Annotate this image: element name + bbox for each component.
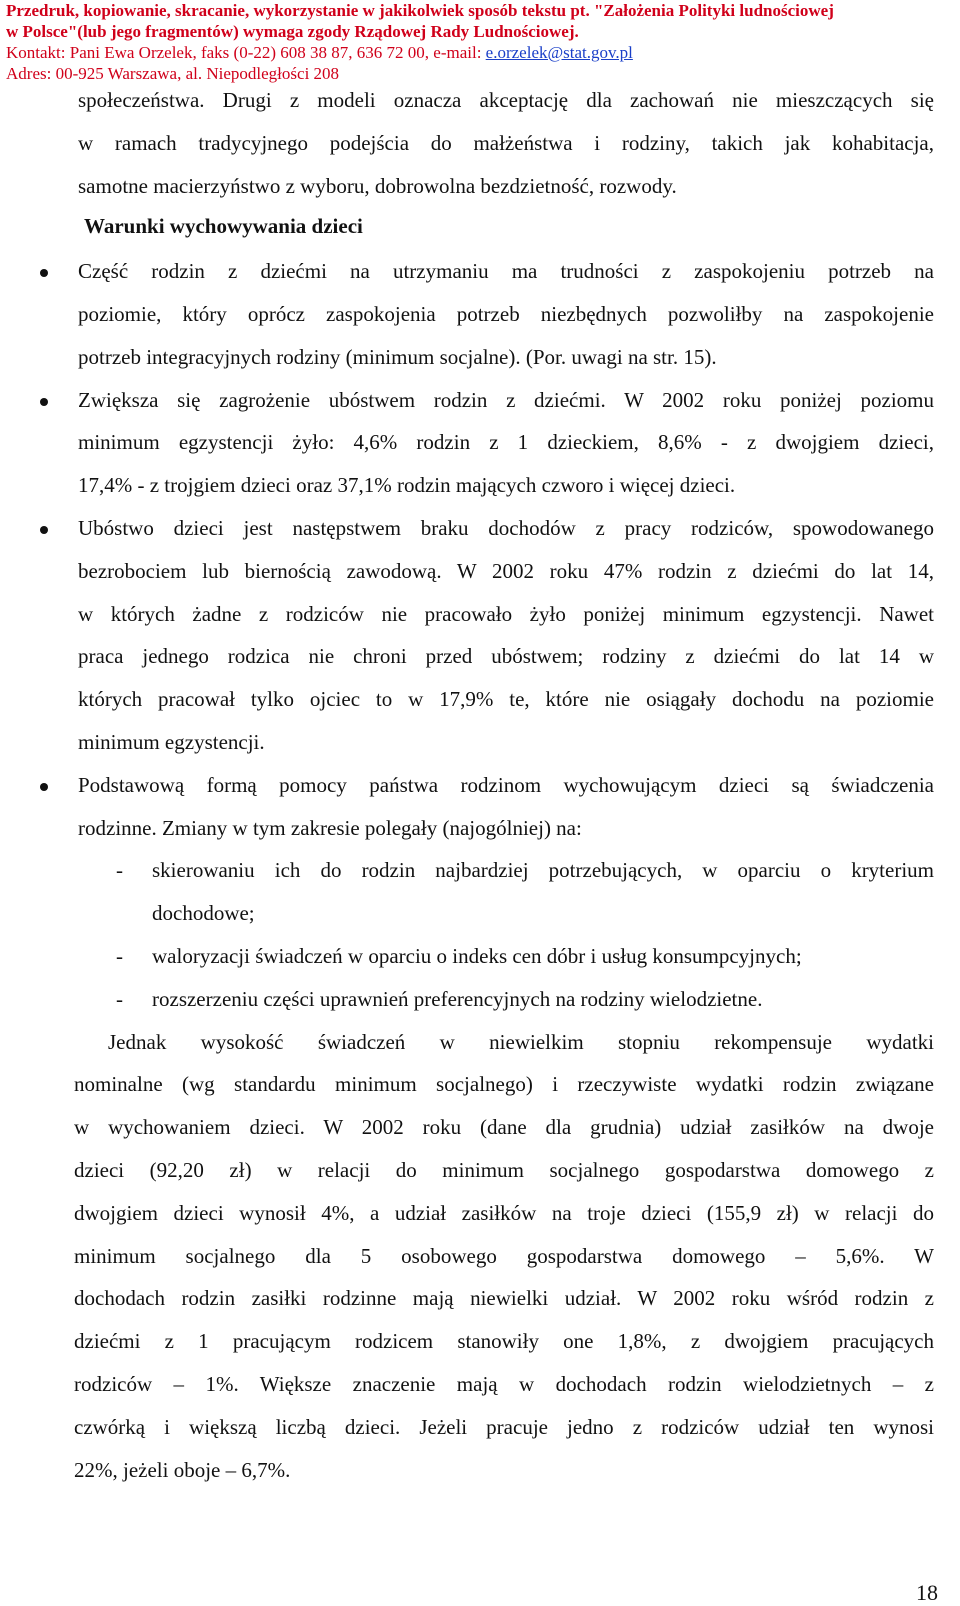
bullet-text-line: 17,4% - z trojgiem dzieci oraz 37,1% rodzin mających czworo i więcej dzieci. [78,473,736,498]
bullet-text-line: których pracował tylko ojciec to w 17,9% te, które nie osiągały dochodu na poziomie [78,687,934,712]
bullet-text-line: Część rodzin z dziećmi na utrzymaniu ma trudności z zaspokojeniu potrzeb na [78,259,934,284]
bullet-text-line: Podstawową formą pomocy państwa rodzinom wychowującym dzieci są świadczenia [78,772,934,797]
bullet-icon [40,269,48,277]
header-line-2: w Polsce"(lub jego fragmentów) wymaga zgody Rządowej Rady Ludnościowej. [6,22,579,41]
dash-marker: - [116,986,123,1011]
bullet-text-line: poziomie, który oprócz zaspokojenia potrzeb niezbędnych pozwoliłby na zaspokojenie [78,302,934,326]
paragraph-line: nominalne (wg standardu minimum socjalnego) i rzeczywiste wydatki rodzin związane [74,1072,934,1097]
bullet-text-line: w których żadne z rodziców nie pracowało żyło poniżej minimum egzystencji. Nawet [78,601,934,626]
email-link[interactable]: e.orzelek@stat.gov.pl [485,43,633,62]
bullet-icon [40,526,48,534]
page-number: 18 [916,1580,938,1605]
bullet-text-line: Zwiększa się zagrożenie ubóstwem rodzin z dziećmi. W 2002 roku poniżej poziomu [78,387,934,412]
paragraph-line: dwojgiem dzieci wynosił 4%, a udział zasiłków na troje dzieci (155,9 zł) w relacji do [74,1200,934,1225]
dash-item-line: skierowaniu ich do rodzin najbardziej potrzebujących, w oparciu o kryterium [152,858,934,883]
text-line: społeczeństwa. Drugi z modeli oznacza akceptację dla zachowań nie mieszczących się [78,88,934,112]
paragraph-line: rodziców – 1%. Większe znaczenie mają w dochodach rodzin wielodzietnych – z [74,1372,934,1396]
bullet-text-line: Ubóstwo dzieci jest następstwem braku dochodów z pracy rodziców, spowodowanego [78,516,934,540]
text-line: samotne macierzyństwo z wyboru, dobrowolna bezdzietność, rozwody. [78,173,677,198]
paragraph-line: minimum socjalnego dla 5 osobowego gospodarstwa domowego – 5,6%. W [74,1243,934,1268]
bullet-icon [40,783,48,791]
bullet-text-line: minimum egzystencji. [78,730,265,754]
header-line-4: Adres: 00-925 Warszawa, al. Niepodległości 208 [6,64,340,83]
copyright-header [0,0,960,84]
bullet-text-line: bezrobociem lub biernością zawodową. W 2002 roku 47% rodzin z dziećmi do lat 14, [78,558,934,583]
paragraph-line: dochodach rodzin zasiłki rodzinne mają niewielki udział. W 2002 roku wśród rodzin z [74,1286,934,1311]
paragraph-line: dziećmi z 1 pracującym rodzicem stanowiły one 1,8%, z dwojgiem pracujących [74,1329,934,1354]
bullet-icon [40,398,48,406]
bullet-text-line: rodzinne. Zmiany w tym zakresie polegały (najogólniej) na: [78,815,582,840]
bullet-text-line: potrzeb integracyjnych rodziny (minimum socjalne). (Por. uwagi na str. 15). [78,344,717,369]
dash-item-line: dochodowe; [152,901,255,926]
header-line-3 [6,42,960,63]
dash-marker: - [116,944,123,968]
dash-marker: - [116,858,123,883]
dash-item-line: waloryzacji świadczeń w oparciu o indeks cen dóbr i usług konsumpcyjnych; [152,944,802,968]
paragraph-line: 22%, jeżeli oboje – 6,7%. [74,1457,291,1482]
paragraph-line: w wychowaniem dzieci. W 2002 roku (dane dla grudnia) udział zasiłków na dwoje [74,1115,934,1140]
bullet-text-line: praca jednego rodzica nie chroni przed ubóstwem; rodziny z dziećmi do lat 14 w [78,644,934,669]
header-line-1: Przedruk, kopiowanie, skracanie, wykorzystanie w jakikolwiek sposób tekstu pt. "Założenia Polityki ludnościowej [6,1,834,20]
contact-text: Kontakt: Pani Ewa Orzelek, faks (0-22) 608 38 87, 636 72 00, e-mail: [6,43,486,62]
paragraph-line: dzieci (92,20 zł) w relacji do minimum socjalnego gospodarstwa domowego z [74,1158,934,1182]
paragraph-line: czwórką i większą liczbą dzieci. Jeżeli pracuje jedno z rodziców udział ten wynosi [74,1414,934,1439]
section-heading: Warunki wychowywania dzieci [84,214,363,239]
text-line: w ramach tradycyjnego podejścia do małżeństwa i rodziny, takich jak kohabitacja, [78,130,934,155]
bullet-text-line: minimum egzystencji żyło: 4,6% rodzin z 1 dzieckiem, 8,6% - z dwojgiem dzieci, [78,430,934,455]
paragraph-line: Jednak wysokość świadczeń w niewielkim stopniu rekompensuje wydatki [108,1029,934,1054]
dash-item-line: rozszerzeniu części uprawnień preferencyjnych na rodziny wielodzietne. [152,986,763,1011]
